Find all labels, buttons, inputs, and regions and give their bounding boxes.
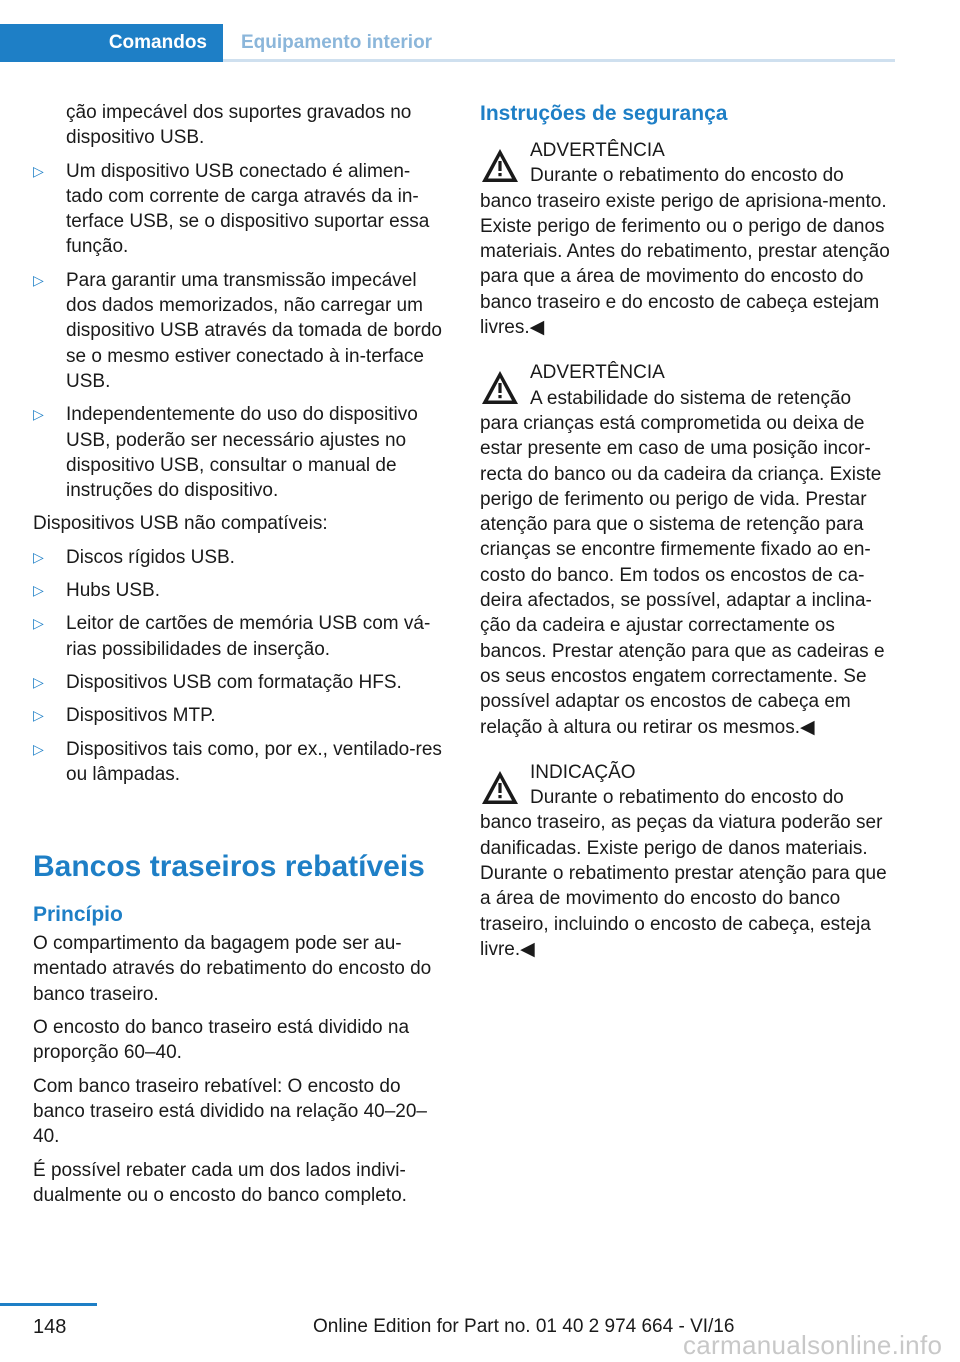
bullet-triangle-icon: ▷	[33, 162, 44, 179]
body-paragraph: O encosto do banco traseiro está dividido na proporção 60–40.	[33, 1017, 410, 1064]
bullet-triangle-icon: ▷	[33, 406, 44, 423]
list-item: ▷ Dispositivos tais como, por ex., ventilado-res ou lâmpadas.	[33, 738, 442, 785]
list-item: ▷ Dispositivos MTP.	[33, 703, 447, 728]
warning-title: ADVERTÊNCIA	[530, 362, 665, 384]
notice-text: banco traseiro, as peças da viatura poderão ser danificadas. Existe perigo de danos materiais. Durante o rebatimento prestar atenção para que a área de movimento do encosto do banco traseiro, incluindo o encosto de cabeça, esteja livre.◀	[480, 812, 887, 960]
warning-first-line: Durante o rebatimento do encosto do	[530, 165, 844, 187]
notice-first-line: Durante o rebatimento do encosto do	[530, 787, 844, 809]
notice-title: INDICAÇÃO	[530, 761, 636, 783]
section-title: Bancos traseiros rebatíveis	[33, 850, 425, 884]
list-item: ▷ Hubs USB.	[33, 578, 447, 603]
tab-comandos[interactable]: Comandos	[0, 24, 223, 62]
warning-triangle-icon	[480, 368, 520, 408]
header-divider	[223, 59, 895, 62]
bullet-triangle-icon: ▷	[33, 615, 44, 632]
list-item: ▷ Leitor de cartões de memória USB com vá-rias possibilidades de inserção.	[33, 613, 431, 660]
warning-triangle-icon	[480, 146, 520, 186]
warning-triangle-icon	[480, 768, 520, 808]
warning-title: ADVERTÊNCIA	[530, 140, 665, 161]
page-number: 148	[33, 1316, 67, 1338]
body-paragraph: Com banco traseiro rebatível: O encosto do banco traseiro está dividido na relação 40–20–40.	[33, 1075, 427, 1148]
left-column	[33, 100, 447, 1216]
body-paragraph: O compartimento da bagagem pode ser au-mentado através do rebatimento do encosto do banco traseiro.	[33, 933, 432, 1005]
list-item: ▷ Discos rígidos USB.	[33, 545, 447, 570]
tab-equipamento-interior[interactable]: Equipamento interior	[241, 32, 433, 53]
right-column	[480, 100, 896, 982]
bullet-triangle-icon: ▷	[33, 271, 44, 288]
body-paragraph: É possível rebater cada um dos lados indivi-dualmente ou o encosto do banco completo.	[33, 1159, 407, 1206]
list-item: ▷ Para garantir uma transmissão impecável dos dados memorizados, não carregar um dispositivo USB através da tomada de bordo se o mesmo estiver conectado à in-terface USB.	[33, 269, 442, 392]
subsection-title: Princípio	[33, 903, 123, 927]
edition-label: Online Edition for Part no. 01 40 2 974 664 - VI/16	[313, 1316, 735, 1337]
continuation-text: ção impecável dos suportes gravados no dispositivo USB.	[66, 102, 412, 149]
notice-block	[480, 760, 896, 962]
warning-block	[480, 360, 896, 739]
page-header	[0, 24, 895, 62]
incompatible-devices-title: Dispositivos USB não compatíveis:	[33, 513, 328, 535]
list-item: ▷ Um dispositivo USB conectado é alimen-tado com corrente de carga através da in-terface USB, se o dispositivo suportar essa função.	[33, 160, 430, 258]
bullet-triangle-icon: ▷	[33, 740, 44, 757]
safety-heading: Instruções de segurança	[480, 102, 728, 125]
footer-divider	[0, 1303, 97, 1306]
bullet-triangle-icon: ▷	[33, 548, 44, 565]
bullet-triangle-icon: ▷	[33, 707, 44, 724]
bullet-triangle-icon: ▷	[33, 582, 44, 599]
list-item: ▷ Independentemente do uso do dispositivo USB, poderão ser necessário ajustes no dispositivo USB, consultar o manual de instruções do dispositivo.	[33, 404, 418, 502]
warning-first-line: A estabilidade do sistema de retenção	[530, 387, 852, 409]
warning-block	[480, 138, 896, 340]
bullet-triangle-icon: ▷	[33, 673, 44, 690]
list-item: ▷ Dispositivos USB com formatação HFS.	[33, 670, 447, 695]
watermark: carmanualsonline.info	[683, 1330, 943, 1360]
warning-text: banco traseiro existe perigo de aprisiona-mento. Existe perigo de ferimento ou o perigo de danos materiais. Antes do rebatimento, prestar atenção para que a área de movimento do encosto do banco traseiro e do encosto de cabeça estejam livres.◀	[480, 190, 890, 339]
warning-text: para crianças está comprometida ou deixa de estar presente em caso de uma posição incor-recta do banco ou da cadeira da criança. Existe perigo de ferimento ou perigo de vida. Prestar atenção para que o sistema de retenção para crianças se encontre firmemente fixado ao en-costo do banco. Em todos os encostos de ca-deira afectados, se possível, adaptar a inclina-ção da cadeira e ajustar correctamente os bancos. Prestar atenção para que as cadeiras e os seus encostos engatem correctamente. Se possível adaptar os encostos de cabeça em relação à altura ou retirar os mesmos.◀	[480, 412, 885, 738]
